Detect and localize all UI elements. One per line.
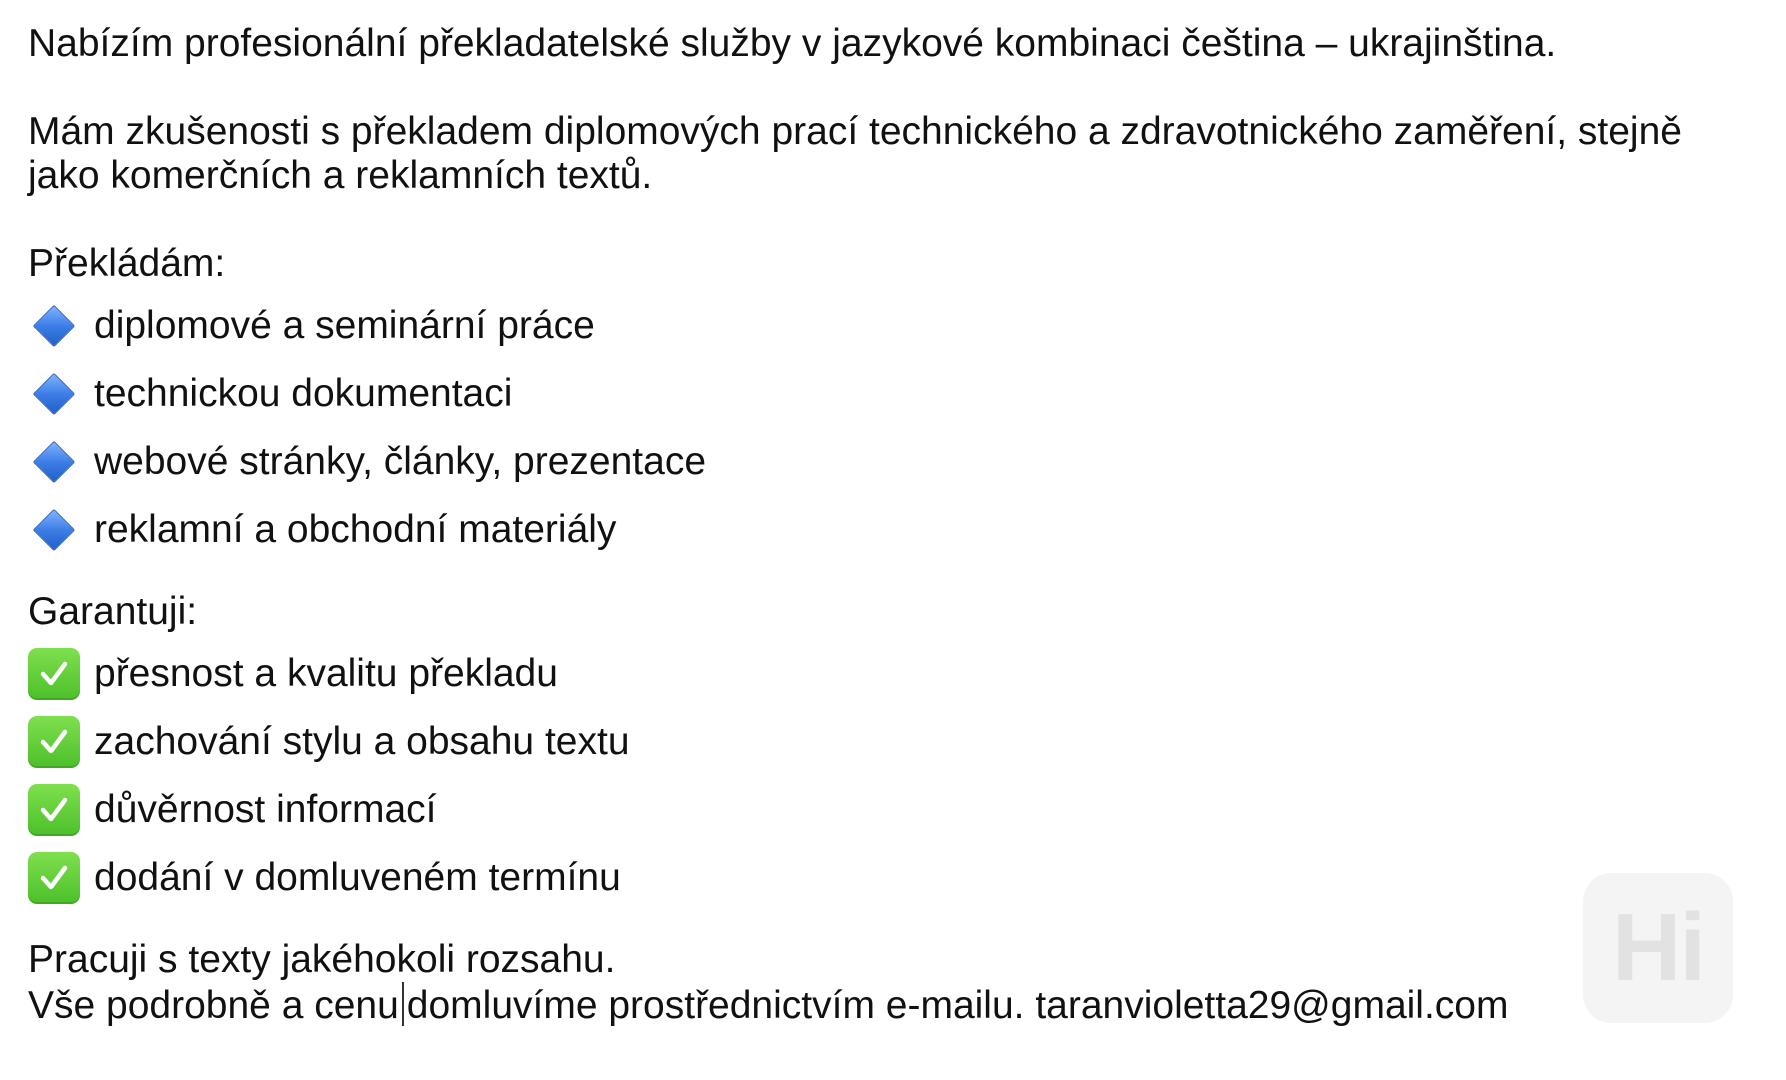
blue-diamond-icon <box>28 504 80 556</box>
translate-label: Překládám: <box>28 242 226 285</box>
translate-list <box>28 292 1768 564</box>
check-mark-button-icon <box>28 716 80 768</box>
check-mark-button-icon <box>28 784 80 836</box>
list-item <box>28 360 1768 428</box>
list-item-text: zachování stylu a obsahu textu <box>94 720 630 763</box>
list-item-text: přesnost a kvalitu překladu <box>94 652 558 695</box>
document-body <box>28 22 1768 1028</box>
blue-diamond-icon <box>28 436 80 488</box>
check-mark-button-icon <box>28 648 80 700</box>
experience-paragraph-line-1: Mám zkušenosti s překladem diplomových prací technického a zdravotnického zaměření, stejně <box>28 110 1682 153</box>
spacer <box>28 564 1768 590</box>
list-item <box>28 708 1768 776</box>
list-item <box>28 292 1768 360</box>
blue-diamond-icon <box>28 300 80 352</box>
intro-paragraph: Nabízím profesionální překladatelské služby v jazykové kombinaci čeština – ukrajinština. <box>28 22 1557 65</box>
closing-text-before-cursor: Vše podrobně a cenu <box>28 984 399 1027</box>
spacer <box>28 198 1768 242</box>
list-item-text: důvěrnost informací <box>94 788 437 831</box>
list-item <box>28 776 1768 844</box>
list-item-text: reklamní a obchodní materiály <box>94 508 617 551</box>
experience-paragraph-line-2: jako komerčních a reklamních textů. <box>28 154 653 197</box>
spacer <box>28 66 1768 110</box>
closing-line-1: Pracuji s texty jakéhokoli rozsahu. <box>28 938 616 981</box>
closing-line-2[interactable] <box>28 982 1768 1028</box>
list-item-text: diplomové a seminární práce <box>94 304 595 347</box>
list-item <box>28 640 1768 708</box>
spacer <box>28 912 1768 938</box>
list-item <box>28 428 1768 496</box>
blue-diamond-icon <box>28 368 80 420</box>
list-item <box>28 844 1768 912</box>
guarantee-label: Garantuji: <box>28 590 198 633</box>
list-item <box>28 496 1768 564</box>
closing-text-after-cursor: domluvíme prostřednictvím e-mailu. taranvioletta29@gmail.com <box>406 984 1509 1027</box>
hi-watermark-icon <box>1583 873 1733 1023</box>
list-item-text: technickou dokumentaci <box>94 372 513 415</box>
badge-text: Hi <box>1612 894 1704 1001</box>
list-item-text: webové stránky, články, prezentace <box>94 440 707 483</box>
check-mark-button-icon <box>28 852 80 904</box>
text-cursor <box>402 982 404 1026</box>
list-item-text: dodání v domluveném termínu <box>94 856 621 899</box>
guarantee-list <box>28 640 1768 912</box>
